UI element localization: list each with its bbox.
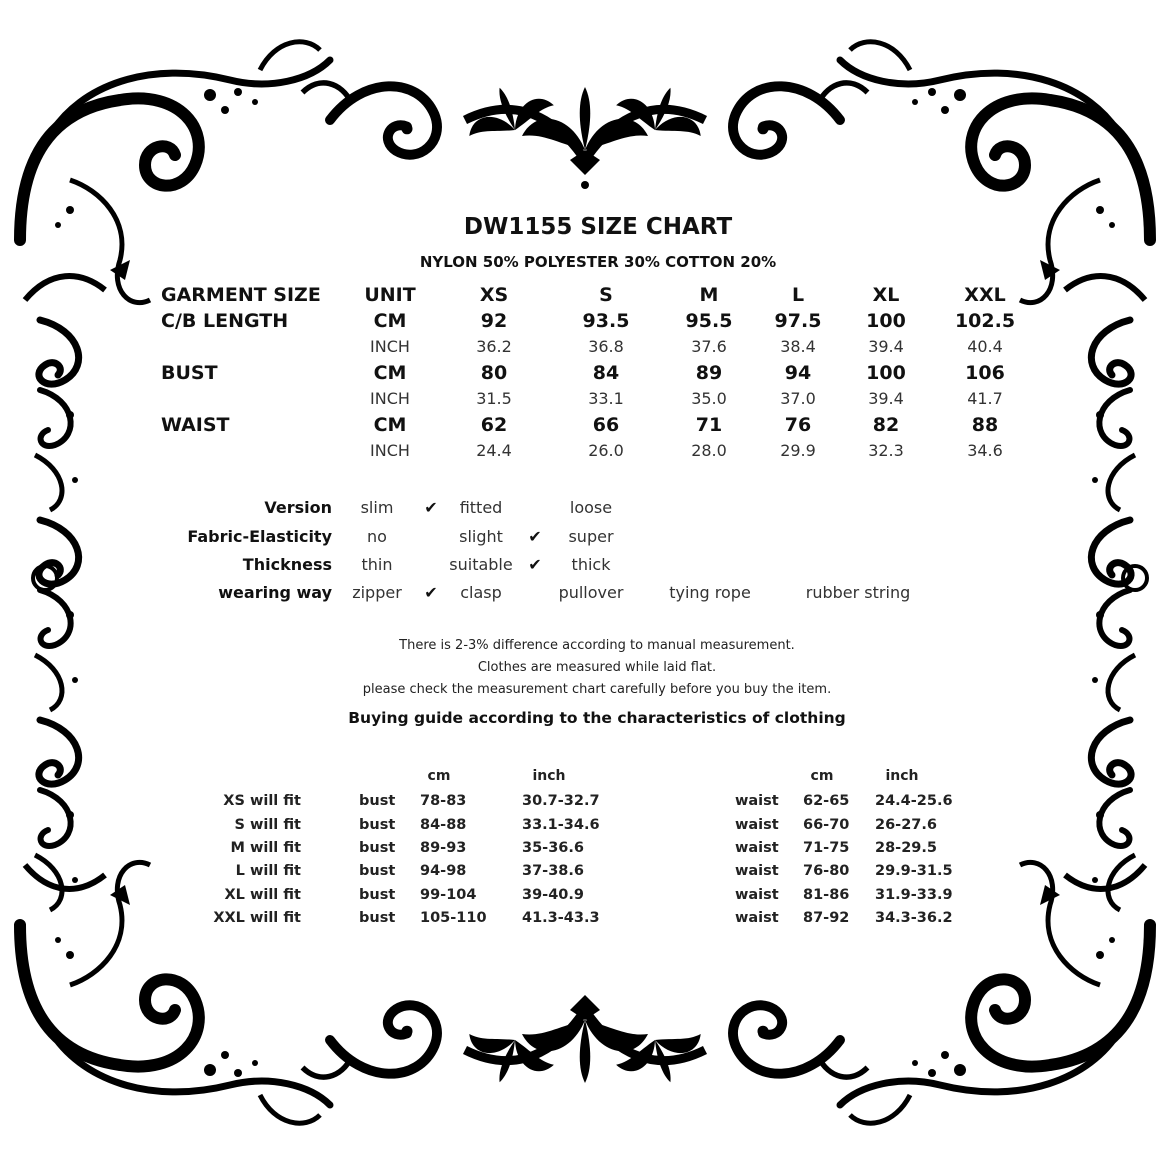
attr-option: thick (571, 555, 611, 574)
guide-waist: waist (735, 863, 779, 879)
row-label-waist: WAIST (161, 414, 230, 436)
guide-bust-inch: 33.1-34.6 (522, 817, 600, 833)
guide-cm-header: cm (427, 768, 451, 784)
attr-option: thin (361, 555, 393, 574)
guide-bust: bust (359, 817, 396, 833)
table-cell: 41.7 (967, 389, 1003, 408)
attr-option: super (568, 527, 614, 546)
table-cell: 24.4 (476, 441, 512, 460)
table-cell: 80 (480, 362, 508, 384)
table-cell: 88 (971, 414, 999, 436)
note-line: please check the measurement chart carefully before you buy the item. (362, 682, 832, 697)
table-cell: 35.0 (691, 389, 727, 408)
table-cell: 31.5 (476, 389, 512, 408)
guide-bust-inch: 37-38.6 (522, 863, 584, 879)
table-cell: 76 (784, 414, 812, 436)
table-cell: 38.4 (780, 337, 816, 356)
table-cell: 36.8 (588, 337, 624, 356)
table-cell: 32.3 (868, 441, 904, 460)
unit-inch: INCH (370, 337, 410, 356)
attr-option: slim (360, 498, 394, 517)
table-cell: 62 (480, 414, 508, 436)
table-cell: 37.6 (691, 337, 727, 356)
table-cell: 106 (965, 362, 1005, 384)
guide-inch-header: inch (885, 768, 919, 784)
guide-waist: waist (735, 910, 779, 926)
fit-label: L will fit (235, 863, 301, 879)
guide-waist-inch: 29.9-31.5 (875, 863, 953, 879)
note-line: There is 2-3% difference according to manual measurement. (399, 638, 795, 653)
table-cell: 40.4 (967, 337, 1003, 356)
table-cell: 93.5 (582, 310, 630, 332)
guide-bust: bust (359, 793, 396, 809)
guide-bust-cm: 105-110 (420, 910, 487, 926)
attr-option: loose (569, 498, 613, 517)
chart-title: DW1155 SIZE CHART (463, 214, 733, 240)
attr-label-version: Version (264, 498, 332, 517)
guide-bust: bust (359, 910, 396, 926)
table-cell: 66 (592, 414, 620, 436)
unit-cm: CM (373, 362, 407, 384)
attr-option: slight (459, 527, 503, 546)
attr-option: tying rope (669, 583, 751, 602)
table-cell: 39.4 (868, 337, 904, 356)
table-cell: 95.5 (685, 310, 733, 332)
guide-bust-inch: 41.3-43.3 (522, 910, 600, 926)
size-header: XL (872, 284, 900, 306)
table-cell: 102.5 (954, 310, 1016, 332)
attr-option: zipper (352, 583, 402, 602)
size-header: M (699, 284, 719, 306)
table-cell: 100 (866, 362, 906, 384)
table-cell: 34.6 (967, 441, 1003, 460)
table-cell: 71 (695, 414, 723, 436)
guide-bust: bust (359, 840, 396, 856)
table-cell: 82 (872, 414, 900, 436)
guide-waist-cm: 87-92 (803, 910, 850, 926)
garment-size-header: GARMENT SIZE (161, 284, 321, 306)
guide-waist: waist (735, 793, 779, 809)
row-label-cb-length: C/B LENGTH (161, 310, 289, 332)
fit-label: M will fit (230, 840, 301, 856)
guide-waist-cm: 76-80 (803, 863, 850, 879)
guide-bust: bust (359, 863, 396, 879)
guide-inch-header: inch (532, 768, 566, 784)
table-cell: 29.9 (780, 441, 816, 460)
size-header: S (599, 284, 613, 306)
buying-guide-title: Buying guide according to the characteristics of clothing (348, 709, 846, 727)
fit-label: XL will fit (224, 887, 301, 903)
unit-header: UNIT (364, 284, 416, 306)
attr-option: rubber string (805, 583, 911, 602)
guide-bust-inch: 30.7-32.7 (522, 793, 600, 809)
guide-bust-cm: 99-104 (420, 887, 477, 903)
guide-bust-inch: 35-36.6 (522, 840, 584, 856)
attr-option: pullover (558, 583, 624, 602)
unit-inch: INCH (370, 441, 410, 460)
guide-cm-header: cm (810, 768, 834, 784)
table-cell: 97.5 (774, 310, 822, 332)
table-cell: 92 (480, 310, 508, 332)
attr-option: clasp (460, 583, 502, 602)
table-cell: 39.4 (868, 389, 904, 408)
table-cell: 26.0 (588, 441, 624, 460)
row-label-bust: BUST (161, 362, 218, 384)
fit-label: XS will fit (223, 793, 301, 809)
table-cell: 28.0 (691, 441, 727, 460)
guide-bust-cm: 89-93 (420, 840, 467, 856)
guide-bust-cm: 94-98 (420, 863, 467, 879)
size-header: L (791, 284, 805, 306)
guide-waist: waist (735, 840, 779, 856)
check-icon: ✔ (424, 498, 438, 517)
check-icon: ✔ (528, 555, 542, 574)
guide-waist-inch: 34.3-36.2 (875, 910, 953, 926)
guide-waist-cm: 62-65 (803, 793, 850, 809)
guide-bust-cm: 84-88 (420, 817, 467, 833)
note-line: Clothes are measured while laid flat. (477, 660, 717, 675)
guide-waist-cm: 71-75 (803, 840, 850, 856)
unit-cm: CM (373, 414, 407, 436)
guide-waist-inch: 31.9-33.9 (875, 887, 953, 903)
attr-label-fabric-elasticity: Fabric-Elasticity (187, 527, 332, 546)
check-icon: ✔ (528, 527, 542, 546)
material-composition: NYLON 50% POLYESTER 30% COTTON 20% (419, 253, 777, 271)
guide-waist: waist (735, 817, 779, 833)
guide-waist-inch: 24.4-25.6 (875, 793, 953, 809)
table-cell: 89 (695, 362, 723, 384)
attr-label-thickness: Thickness (242, 555, 332, 574)
table-cell: 84 (592, 362, 620, 384)
guide-waist-cm: 66-70 (803, 817, 850, 833)
check-icon: ✔ (424, 583, 438, 602)
size-header: XS (479, 284, 509, 306)
unit-cm: CM (373, 310, 407, 332)
unit-inch: INCH (370, 389, 410, 408)
table-cell: 37.0 (780, 389, 816, 408)
attr-label-wearing-way: wearing way (218, 583, 332, 602)
size-header: XXL (964, 284, 1006, 306)
table-cell: 100 (866, 310, 906, 332)
guide-waist-inch: 26-27.6 (875, 817, 937, 833)
guide-waist-cm: 81-86 (803, 887, 850, 903)
guide-bust: bust (359, 887, 396, 903)
guide-bust-inch: 39-40.9 (522, 887, 584, 903)
table-cell: 94 (784, 362, 812, 384)
attr-option: fitted (459, 498, 503, 517)
attr-option: suitable (449, 555, 513, 574)
fit-label: XXL will fit (213, 910, 301, 926)
table-cell: 36.2 (476, 337, 512, 356)
guide-waist-inch: 28-29.5 (875, 840, 937, 856)
guide-waist: waist (735, 887, 779, 903)
attr-option: no (367, 527, 387, 546)
guide-bust-cm: 78-83 (420, 793, 467, 809)
table-cell: 33.1 (588, 389, 624, 408)
fit-label: S will fit (234, 817, 301, 833)
